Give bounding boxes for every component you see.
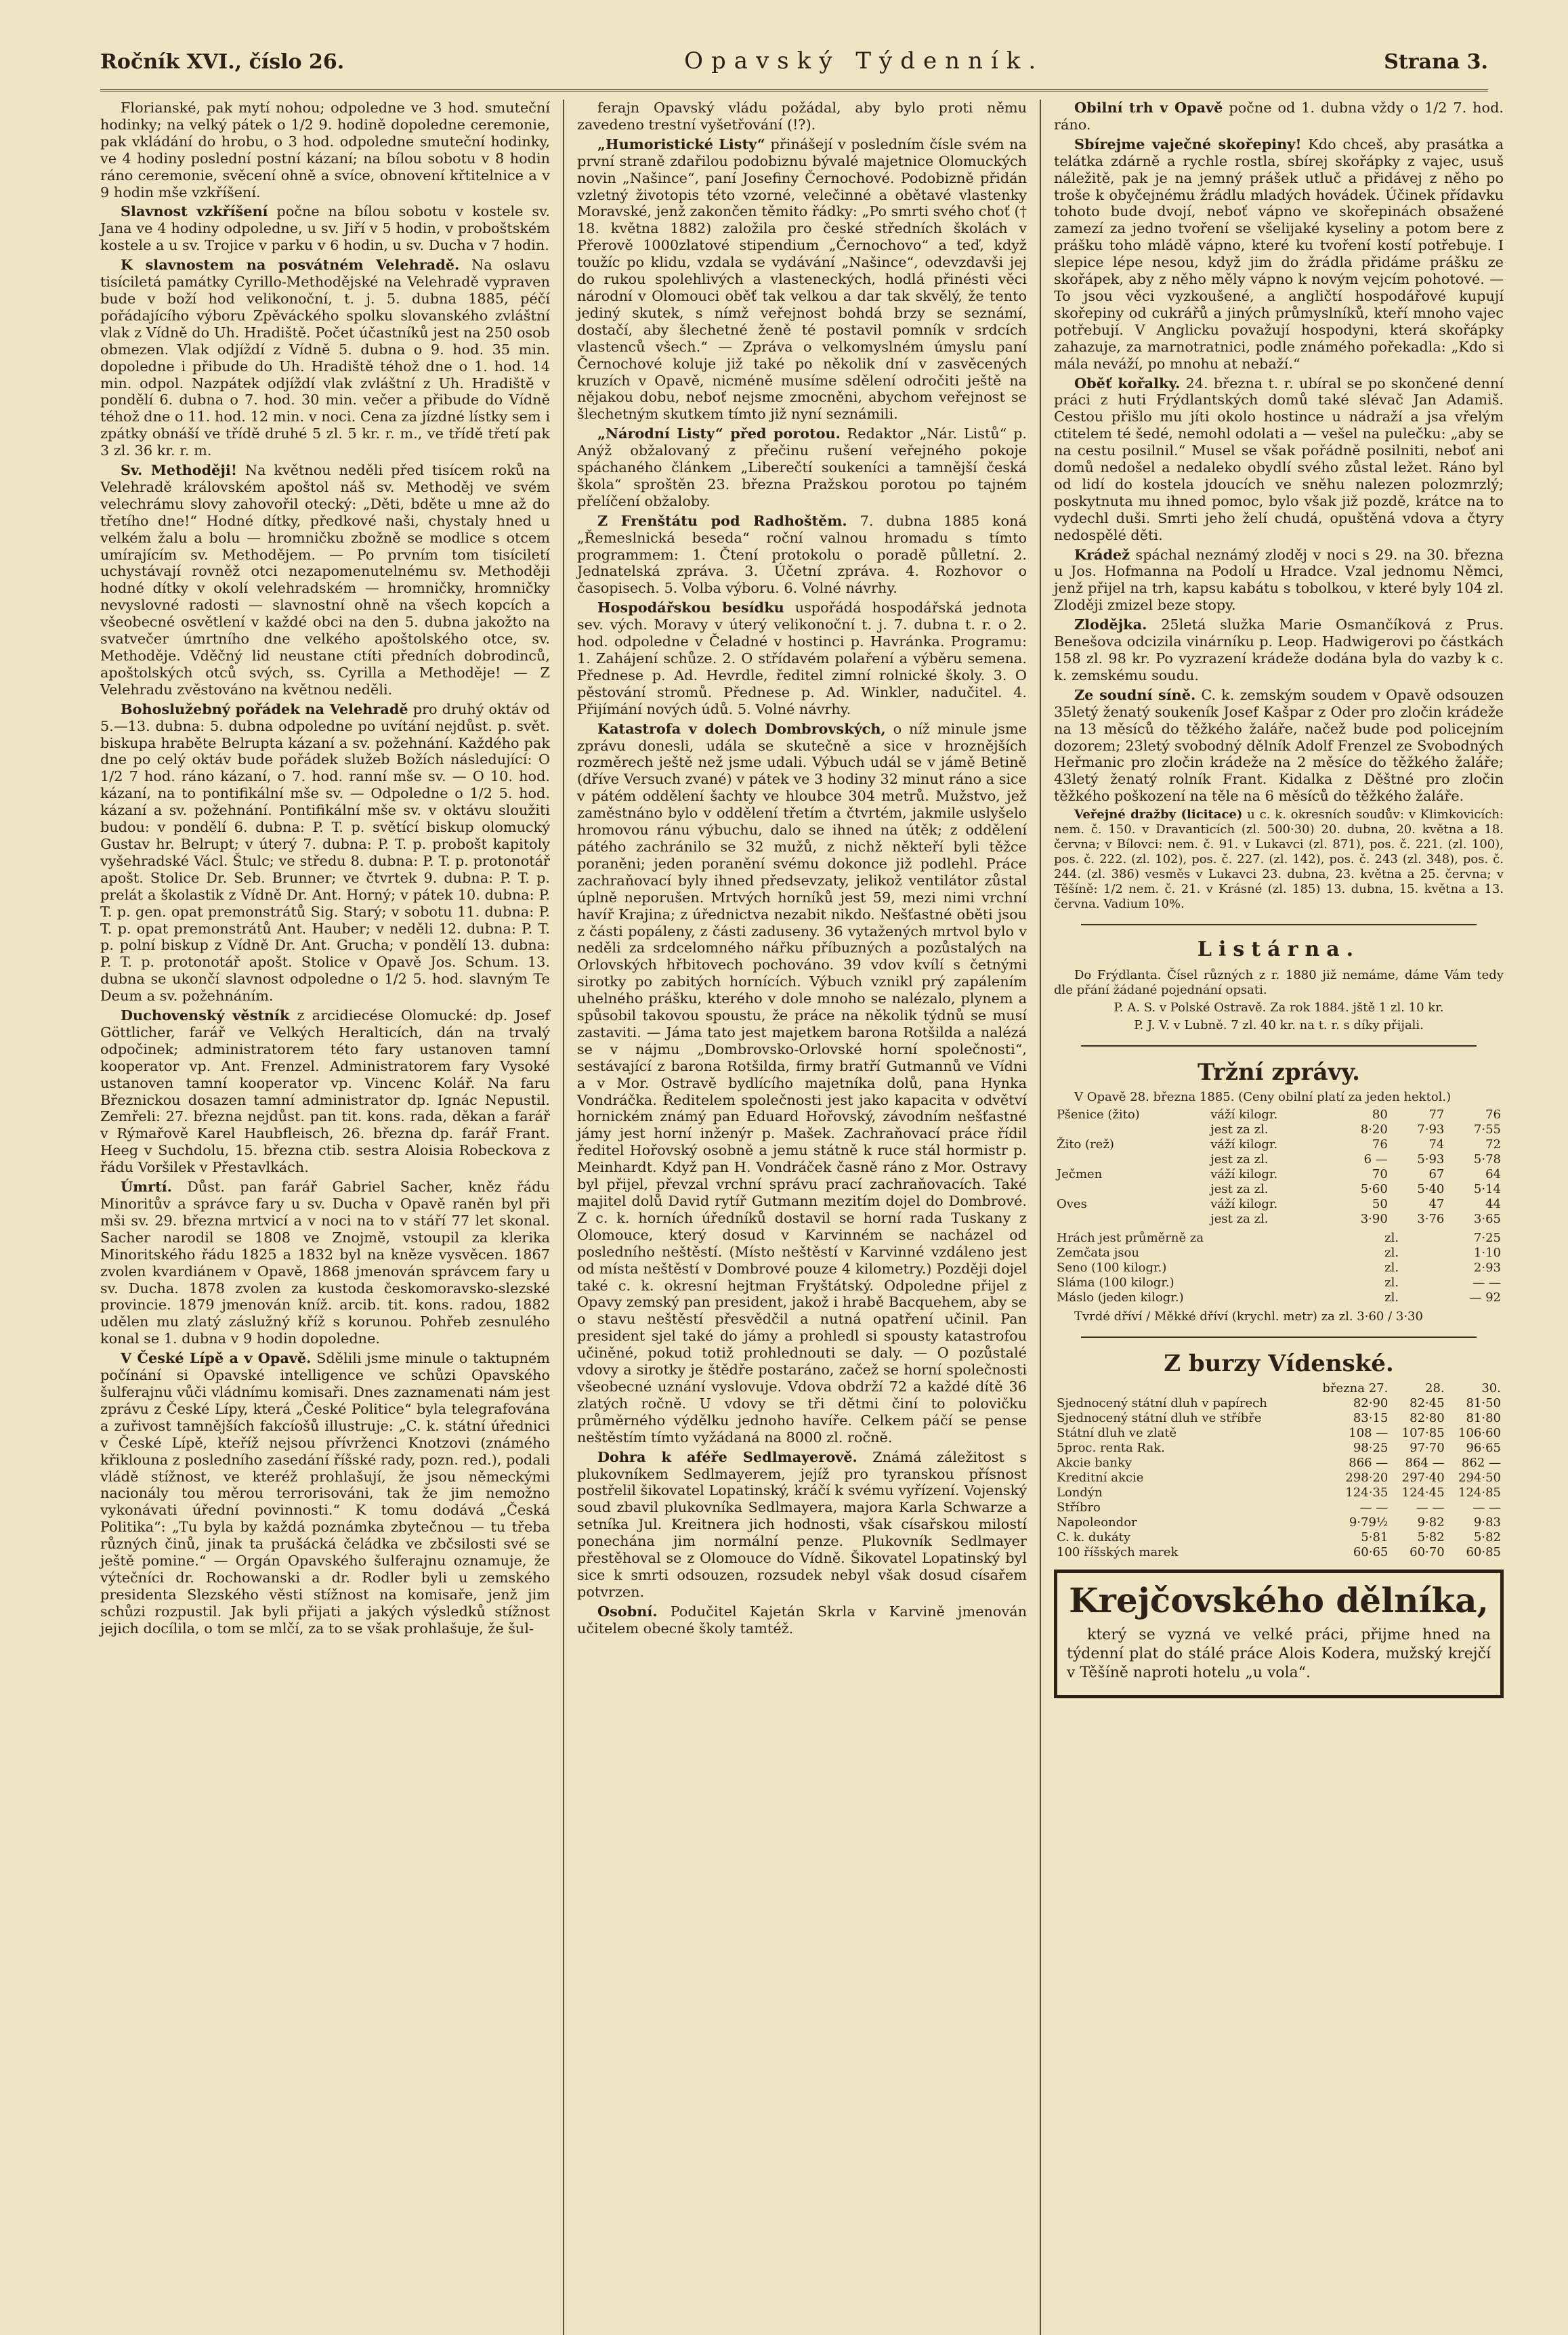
bourse-row: [1054, 1471, 1504, 1486]
table-cell: 81·80: [1466, 1411, 1501, 1426]
article-body: C. k. zemským soudem v Opavě odsouzen 35letý ženatý soukeník Josef Kašpar z Oder pro zločin krádeže na 13 měsíců do těžkého žaláře, načež bude pod policejním dozorem; 23letý svobodný dělník Adolf Frenzel ze Svobodných Heřmanic pro zločin krádeže na 2 měsíce do těžkého žaláře; 43letý ženatý rolník Frant. Kidalka z Děštné pro zločin těžkého poškození na těle na 6 měsíců do těžkého žaláře.: [1054, 686, 1504, 805]
table-cell: 81·50: [1466, 1396, 1501, 1411]
table-cell: 9·83: [1473, 1515, 1501, 1530]
table-cell: 60·85: [1466, 1545, 1501, 1560]
table-cell: 44: [1485, 1197, 1501, 1212]
article-heading: Obilní trh v Opavě: [1074, 99, 1223, 116]
table-cell: 80: [1372, 1108, 1388, 1122]
table-cell: Pšenice (žito): [1057, 1108, 1140, 1122]
market-extra-table: [1054, 1231, 1504, 1305]
table-cell: Sjednocený státní dluh v papírech: [1057, 1396, 1267, 1411]
table-cell: Sláma (100 kilogr.): [1057, 1276, 1174, 1290]
table-cell: Sjednocený státní dluh ve stříbře: [1057, 1411, 1262, 1426]
article-body: Na květnou neděli před tisícem roků na Velehradě královském apoštol náš sv. Methoděj ve svém velechrámu slovy zahovořil otecký: „Děti, bděte u mne až do třetího dne!“ Hodné dítky, předkové naši, chystaly hned u velkém žalu a bolu — hromničku zbožně se modlice s otcem umírajícím sv. Methodějem. — Po prvním tom tisíciletí uchystávají rovněž otci nezapomenutelnému sv. Methoději hodné dítky v okolí velehradském — hromničky, hromničky nevyslovné radosti — slavnostní ohně na všech kopcích a všeobecné osvětlení v každé obci na den 5. dubna jakožto na svatvečer úmrtního dne velkého apoštolského otce, sv. Methoděje. Vděčný lid neustane ctíti předních dobrodinců, apoštolských otců svých, ss. Cyrilla a Methoděje! — Z Velehradu zvěstováno na květnou neděli.: [100, 462, 550, 698]
table-cell: 82·45: [1410, 1396, 1445, 1411]
market-row: [1054, 1137, 1504, 1152]
market-row: [1054, 1108, 1504, 1122]
article: [1054, 375, 1504, 544]
table-cell: 76: [1485, 1108, 1501, 1122]
article-text: ferajn Opavský vládu požádal, aby bylo proti němu zavedeno trestní vyšetřování (!?).: [577, 100, 1027, 133]
table-cell: 100 říšských marek: [1057, 1545, 1179, 1560]
table-cell: Zemčata jsou: [1057, 1246, 1139, 1261]
page-number: Strana 3.: [1384, 50, 1488, 74]
article-body: přinášejí v posledním čísle svém na první straně zdařilou podobiznu bývalé majetnice Olomuckých novin „Našince“, paní Josefiny Černochové. Podobizně přidán vzletný životopis této vzorné, velečinné a obětavé vlastenky Moravské, jenž zakončen těmito řádky: „Po smrti svého choť († 18. května 1882) založila pro české středních školách v Přerově 1000zlatové stipendium „Černochovo“ a teď, když toužíc po klidu, vzdala se vydávání „Našince“, odevzdavši jej do rukou spolehlivých a vlasteneckých, hodlá přinésti věci národní v Olomouci oběť tak velkou a dar tak skvělý, že tento jediný skutek, s nímž veřejnost bohdá brzy se seznámí, dostačí, aby šlechetné ženě té postavil pomník v srdcích vlastenců všech.“ — Zpráva o velkomyslném úmyslu paní Černochové koluje již také po několik dní v zasvěcených kruzích v Opavě, nicméně musíme sdělení odročiti ještě na nějakou dobu, neboť nejsme zmocněni, abychom veřejnost se šlechetným skutkem tímto již nyní seznámili.: [577, 135, 1027, 423]
article-heading: Bohoslužebný pořádek na Velehradě: [121, 700, 408, 717]
table-cell: Státní dluh ve zlatě: [1057, 1426, 1177, 1441]
article: [1054, 616, 1504, 684]
column-3: [1054, 100, 1504, 1698]
table-cell: 106·60: [1458, 1426, 1501, 1441]
table-cell: Máslo (jeden kilogr.): [1057, 1290, 1184, 1305]
table-cell: 3·76: [1417, 1212, 1445, 1227]
bourse-row: [1054, 1396, 1504, 1411]
market-row: [1054, 1197, 1504, 1212]
article-body: pro druhý oktáv od 5.—13. dubna: 5. dubna odpoledne po uvítání nejdůst. p. svět. biskupa hraběte Belrupta kázaní a sv. požehnání. Každého pak dne po celý oktáv bude pořádek služeb Božích následující: O 1/2 7 hod. ráno kázaní, o 7. hod. ranní mše sv. — O 10. hod. kázaní, na to pontifikální mše sv. — Odpoledne o 1/2 5. hod. kázaní a sv. požehnání. Pontifikální mše sv. v oktávu sloužiti budou: v pondělí 6. dubna: P. T. p. světící biskup olomucký Gustav hr. Belrupt; v úterý 7. dubna: P. T. p. probošt kapitoly vyšehradské Václ. Štulc; ve středu 8. dubna: P. T. p. protonotář apošt. Stolice Dr. Seb. Brunner; ve čtvrtek 9. dubna: P. T. p. prelát a školastik z Vídně Dr. Ant. Horný; v pátek 10. dubna: P. T. p. gen. opat premonstrátů Sig. Starý; v sobotu 11. dubna: P. T. p. opat premonstrátů Ant. Hauber; v neděli 12. dubna: P. T. p. polní biskup z Vídně Dr. Ant. Grucha; v pondělí 13. dubna: P. T. p. protonotář apošt. Stolice v Opavě Jos. Schum. 13. dubna se ukončí slavnost odpoledne o 1/2 5. hod. slavným Te Deum a sv. požehnáním.: [100, 700, 550, 1005]
article: [100, 701, 550, 1005]
article-body: Na oslavu tisíciletá památky Cyrillo-Methodějské na Velehradě vypraven bude v boží hod velikonoční, t. j. 5. dubna 1885, péčí pořádajícího výboru Zpěváckého spolku slovanského zvláštní vlak z Vídně do Uh. Hradiště. Počet účastníků jest na 250 osob obmezen. Vlak odjíždí z Vídně 5. dubna o 9. hod. 35 min. dopoledne i přibude do Uh. Hradiště téhož dne o 1. hod. 14 min. odpol. Nazpátek odjíždí vlak zvláštní z Uh. Hradiště v pondělí 6. dubna o 7. hod. 30 min. večer a přibude do Vídně téhož dne o 11. hod. 12 min. v noci. Cena za jízdné lístky sem i zpátky obnáší ve třídě druhé 5 zl. 5 kr. r. m., ve třídě třetí pak 3 zl. 36 kr. r. m.: [100, 257, 550, 459]
article-heading: Krádež: [1074, 545, 1130, 563]
table-cell: zl.: [1384, 1261, 1399, 1276]
table-cell: 67: [1428, 1167, 1445, 1182]
article: [577, 513, 1027, 597]
bourse-row: [1054, 1441, 1504, 1456]
table-header-cell: [1054, 1381, 1307, 1396]
listarna-title: Listárna.: [1197, 938, 1361, 962]
article: [1054, 547, 1504, 614]
table-cell: 9·82: [1417, 1515, 1445, 1530]
bourse-row: [1054, 1530, 1504, 1545]
table-cell: 60·70: [1410, 1545, 1445, 1560]
article: [577, 1603, 1027, 1637]
bourse-row: [1054, 1456, 1504, 1471]
column-1: [100, 100, 550, 1698]
table-cell: váží kilogr.: [1210, 1137, 1278, 1152]
bourse-row: [1054, 1515, 1504, 1530]
article: [577, 425, 1027, 510]
table-cell: 5·81: [1361, 1530, 1389, 1545]
table-cell: 60·65: [1353, 1545, 1389, 1560]
market-extra-row: [1054, 1276, 1504, 1290]
article: [577, 599, 1027, 717]
table-header-cell: 30.: [1481, 1381, 1501, 1396]
article-body: spáchal neznámý zloděj v noci s 29. na 30. března u Jos. Hofmanna na Podolí u Hradce. Vzal jednomu Němci, jenž přijel na trh, kapsu kabátu s tobolkou, v které byly 104 zl. Zloději zmizel beze stopy.: [1054, 546, 1504, 614]
table-cell: [1054, 1182, 1208, 1197]
article-body: o níž minule jsme zprávu donesli, udála se skutečně a sice v hroznějších rozměrech ještě než jsme udali. Výbuch udál se v jámě Betině (dříve Versuch zvané) v pátek ve 3 hodiny 32 minut ráno a sice v pátém oddělení šachty ve hloubce 304 metrů. Mužstvo, jež zaměstnáno bylo v oddělení třetím a čtvrtém, jakmile uslyšelo hromovou ránu výbuchu, dalo se ihned na útěk; z oddělení pátého zachránilo se 32 mužů, z nichž někteří byli těžce poraněni; jeden poranění svému dokonce již podlehl. Práce zachraňovací byly ihned předsevzaty, jelikož ventilátor zůstal úplně neporušen. Mrtvých horníků jest 59, mezi nimi vrchní havíř Krajina; z úřednictva nezabit nikdo. Nešťastné oběti jsou z části popáleny, z části zaduseny. 36 vytažených mrtvol bylo v neděli za srdcelomného nářku příbuzných a pozůstalých na Orlovských hřbitovech pochováno. 39 vdov kvílí s četnými sirotky po zabitých hornících. Výbuch vznikl prý zapálením uhelného prášku, kterého v dole mnoho se nalézalo, plynem a spůsobil takovou spoustu, že práce na několik týdnů se musí zastaviti. — Jáma tato jest majetkem barona Rotšilda a nalézá se v nájmu „Dombrovsko-Orlovské horní společnosti“, sestávající z barona Rotšilda, firmy bratří Gutmannů ve Vídni a v Mor. Ostravě bydlícího majetníka dolů, pana Hynka Vondráčka. Ředitelem společnosti jest jako kapacita v odvětví hornickém známý pan Eduard Hořovský, závodním nešťastné jámy jest horní inženýr p. Mašek. Zachraňovací práce řídil ředitel Hořovský osobně a jemu státně k ruce stál hormistr p. Meinhardt. Když pan H. Vondráček časně ráno z Mor. Ostravy byl přijel, převzal vrchní správu prací zachraňovacích. Také majitel dolů David rytíř Gutmann mezitím dojel do Dombrové. Z c. k. horních úředníků dostavil se horní rada Tuskany z Olomouce, který dosud v Karvinném se nacházel od posledního neštěstí. (Místo neštěstí v Karvinné vzdáleno jest od místa neštěstí v Dombrové pouze 4 kilometry.) Později dojel také c. k. okresní hejtman Fryštátský. Odpoledne přijel z Opavy zemský pan president, jakož i hrabě Bacquehem, aby se o stavu neštěstí přesvědčil a nutná opatření učinil. Pan president sjel také do jámy a prohledl si spousty katastrofou učiněné, pokud totiž prohlednouti se daly. — O pozůstalé vdovy a sirotky je štědře postaráno, začež se horní společnosti všeobecné uznání vyslovuje. Vdova obdrží 72 a každé dítě 36 zlatých ročně. U vdovy se tři dětmi činí to polovičku průměrného výdělku jednoho havíře. Celkem páčí se pense neštěstím tímto vyžádaná na 8000 zl. ročně.: [577, 720, 1027, 1446]
page-header: [100, 47, 1488, 91]
divider: [1081, 1337, 1477, 1338]
table-cell: Hrách jest průměrně za: [1057, 1231, 1204, 1246]
listarna-entry: P. J. V. v Lubně. 7 zl. 40 kr. na t. r. s díky přijali.: [1134, 1018, 1424, 1033]
bourse-row: [1054, 1486, 1504, 1500]
table-cell: 74: [1428, 1137, 1445, 1152]
table-cell: [1054, 1122, 1208, 1137]
table-cell: 124·45: [1401, 1486, 1445, 1500]
table-cell: — —: [1359, 1500, 1389, 1515]
table-cell: 7·55: [1473, 1122, 1501, 1137]
listarna-entry: P. A. S. v Polské Ostravě. Za rok 1884. jště 1 zl. 10 kr.: [1114, 1001, 1444, 1015]
table-cell: C. k. dukáty: [1057, 1530, 1131, 1545]
article-heading: Hospodářskou besídku: [597, 599, 784, 616]
table-cell: 3·90: [1360, 1212, 1388, 1227]
table-cell: 47: [1428, 1197, 1445, 1212]
article-heading: Oběť kořalky.: [1074, 374, 1181, 392]
article-heading: Ze soudní síně.: [1074, 686, 1196, 703]
table-cell: 107·85: [1401, 1426, 1445, 1441]
table-cell: 76: [1372, 1137, 1388, 1152]
article-heading: „Národní Listy“ před porotou.: [597, 425, 841, 442]
market-title: Tržní zprávy.: [1198, 1059, 1360, 1087]
article-body: počne na bílou sobotu v kostele sv. Jana ve 4 hodiny odpoledne, u sv. Jiří v 5 hodin, v proboštském kostele a u sv. Trojice v parku v 6 hodin, u sv. Ducha v 7 hodin.: [100, 203, 550, 254]
bourse-header-row: [1054, 1381, 1504, 1396]
table-cell: Žito (rež): [1057, 1137, 1114, 1152]
table-cell: 5proc. renta Rak.: [1057, 1441, 1165, 1456]
article-heading: Úmrtí.: [121, 1178, 172, 1196]
market-row: [1054, 1122, 1504, 1137]
table-cell: 77: [1428, 1108, 1445, 1122]
table-cell: 83·15: [1353, 1411, 1389, 1426]
table-cell: 1·10: [1473, 1246, 1501, 1261]
table-cell: 70: [1372, 1167, 1388, 1182]
article-body: Podučitel Kajetán Skrla v Karvině jmenován učitelem obecné školy tamtéž.: [577, 1603, 1027, 1637]
article: [577, 721, 1027, 1446]
article-heading: „Humoristické Listy“: [597, 135, 765, 152]
market-extra-row: [1054, 1290, 1504, 1305]
table-cell: Akcie banky: [1057, 1456, 1132, 1471]
article-body: Sdělili jsme minule o taktupném počínání si Opavské intelligence ve schůzi Opavského šulferajnu vůči vládnímu komisaři. Dnes zaznamenati nám jest zprávu z České Lípy, která „České Politice“ byla telegrafována a zuřivost tamnějších fakcíošů illustruje: „C. k. státní úřednici v České Lípě, kteříž nejsou přívrženci Knotzovi (známého křiklouna z posledního zasedání říšské rady, pozn. red.), podali vládě stížnost, ve kteréž prohlašují, že jsou německými nacionály tou měrou terrorisováni, tak že jim nemožno vykonávati úřední povinnosti.“ K tomu dodává „Česká Politika“: „Tu byla by každá poznámka zbytečnou — tu třeba různých činů, jinak ta prušácká čeládka ve zbčsilosti své se ještě pomine.“ — Orgán Opavského šulferajnu oznamuje, že výtečníci dr. Rochowanski a dr. Rodler byli u zemského presidenta Slezského věsti stížnost na komisaře, jenž jim schůzi rozpustil. Jak byli přijati a jakých výsledků stížnost jejich docílila, o tom se mlčí, za to se však prohlašuje, že šul-: [100, 1350, 550, 1637]
table-cell: 124·35: [1345, 1486, 1389, 1500]
table-cell: 64: [1485, 1167, 1501, 1182]
table-cell: 864 —: [1405, 1456, 1445, 1471]
article-body: Kdo chceš, aby prasátka a telátka zdárně a rychle rostla, sbírej skořápky z vajec, usuš náležitě, pak je na jemný prášek utluč a přidávej z něho po troše k obyčejnému žrádlu mladých hovádek. Účinek přídavku tohoto bude dvojí, neboť vápno ve skořepinách obsažené zamezí za jedno tvoření se všelijaké kyseliny a potom bere z prášku toho mládě vápno, které ku tvoření kostí potřebuje. I slepice lépe nesou, když jim do žrádla přidáme prášku ze skořápek, aby z něho měly vápno k novým vejcím pohotové. — To jsou věci vyzkoušené, a angličtí hospodářové kupují skořepiny od cukrářů a jiných průmyslníků, kteří mnoho vajec potřebují. V Anglicku považují hospodyni, která skořápky zahazuje, za marnotratnici, podle známého pořekadla: „Kdo si mála neváží, po mnohu at nebaží.“: [1054, 135, 1504, 372]
table-cell: 72: [1485, 1137, 1501, 1152]
article-heading: Sbírejme vaječné skořepiny!: [1074, 135, 1302, 152]
advert-text: který se vyzná ve velké práci, přijme hned na týdenní plat do stálé práce Alois Kodera, mužský krejčí v Těšíně naproti hotelu „u vola“.: [1067, 1626, 1491, 1682]
article-heading: Duchovenský věstník: [121, 1007, 290, 1024]
table-cell: 5·93: [1417, 1152, 1445, 1167]
bourse-table: [1054, 1381, 1504, 1560]
article-body: z arcidiecése Olomucké: dp. Josef Göttlicher, farář ve Velkých Heralticích, dán na trvalý odpočinek; administratorem této fary ustanoven tamní kooperator vp. Ant. Frenzel. Administratorem fary Vysoké ustanoven tamní kooperator vp. Vincenc Kolář. Na faru Březnickou dosazen tamní administrator dp. Ignác Nepustil. Zemřeli: 27. března nejdůst. pan tit. kons. rada, děkan a farář v Rýmařově Karel Haubfleisch, 26. března dp. farář Frant. Heeg v Suchdolu, 15. března ctib. sestra Aloisia Robeckova z řádu Voršilek v Přestavlkách.: [100, 1007, 550, 1176]
article: [100, 203, 550, 254]
article-body: Redaktor „Nár. Listů“ p. Anýž obžalovaný z přečinu rušení veřejného pokoje spáchaného článkem „Liberečtí soukeníci a tamnější česká škola“ sproštěn 23. března Pražskou porotou po tajném přelíčení obžaloby.: [577, 425, 1027, 509]
table-cell: 298·20: [1345, 1471, 1389, 1486]
table-cell: — —: [1472, 1500, 1501, 1515]
table-header-cell: 28.: [1425, 1381, 1445, 1396]
table-cell: zl.: [1384, 1290, 1399, 1305]
auction-notice: [1054, 807, 1504, 912]
table-cell: 108 —: [1349, 1426, 1389, 1441]
article-body: 25letá služka Marie Osmančíková z Prus. Benešova odcizila vinárníku p. Leop. Hadwigerovi po částkách 158 zl. 98 kr. Po vyzrazení krádeže dodána byla do vazby k c. k. zemskému soudu.: [1054, 616, 1504, 683]
table-cell: 50: [1372, 1197, 1388, 1212]
table-cell: [1054, 1152, 1208, 1167]
article: [100, 1007, 550, 1176]
table-cell: 6 —: [1363, 1152, 1388, 1167]
table-cell: 8·20: [1360, 1122, 1388, 1137]
table-cell: 5·78: [1473, 1152, 1501, 1167]
column-2: [577, 100, 1027, 1698]
article: [1054, 687, 1504, 805]
article-body: 7. dubna 1885 koná „Řemeslnická beseda“ roční valnou hromadu s tímto programmem: 1. Čtení protokolu o poradě půlletní. 2. Jednatelská zpráva. 3. Účetní zpráva. 4. Rozhovor o časopisech. 5. Volba výboru. 6. Volné návrhy.: [577, 512, 1027, 597]
article-body: počne od 1. dubna vždy o 1/2 7. hod. ráno.: [1054, 100, 1504, 133]
article: [100, 462, 550, 698]
article-heading: Katastrofa v dolech Dombrovských,: [597, 719, 886, 737]
table-cell: 297·40: [1401, 1471, 1445, 1486]
article-body: Důst. pan farář Gabriel Sacher, kněz řádu Minoritův a správce fary u sv. Ducha v Opavě raněn byl při mši sv. 29. března mrtvicí a v noci na to v stáří 77 let skonal. Sacher narodil se 1808 ve Znojmě, vstoupil za klerika Minoritského řádu 1825 a 1832 byl na kněze vysvěcen. 1867 zvolen kvardiánem v Opavě, 1868 jmenován správcem fary u sv. Ducha. 1878 zvolen za kustoda českomoravsko-slezské provincie. 1879 jmenován kníž. arcib. tit. kons. radou, 1882 udělen mu zlatý záslužný kříž s korunou. Pohřeb zesnulého konal se 1. dubna v 9 hodin dopoledne.: [100, 1179, 550, 1347]
article-text: Florianské, pak mytí nohou; odpoledne ve 3 hod. smuteční hodinky; na velký pátek o 1/2 9. hodině dopoledne ceremonie, pak vkládání do hrobu, o 3 hod. odpoledne smuteční hodinky, ve 4 hodiny poslední postní kázaní; na bílou sobotu v 8 hodin ráno ceremonie, svěcení ohně a svíce, obnovení křtitelnice a v 9 hodin mše vzkříšení.: [100, 100, 550, 201]
market-extra-row: [1054, 1261, 1504, 1276]
divider: [1081, 924, 1477, 925]
table-cell: — —: [1416, 1500, 1445, 1515]
table-cell: jest za zl.: [1210, 1152, 1269, 1167]
article: [1054, 100, 1504, 133]
market-extra-row: [1054, 1246, 1504, 1261]
table-cell: 5·40: [1417, 1182, 1445, 1197]
article: [577, 136, 1027, 423]
market-row: [1054, 1212, 1504, 1227]
market-row: [1054, 1152, 1504, 1167]
table-cell: 866 —: [1349, 1456, 1389, 1471]
article: [100, 257, 550, 459]
table-cell: Seno (100 kilogr.): [1057, 1261, 1167, 1276]
market-row: [1054, 1167, 1504, 1182]
table-cell: Londýn: [1057, 1486, 1103, 1500]
table-cell: [1054, 1212, 1208, 1227]
article-heading: Zlodějka.: [1074, 616, 1147, 633]
article: [100, 1350, 550, 1637]
article-heading: Dohra k aféře Sedlmayerově.: [597, 1448, 857, 1465]
divider: [1081, 1045, 1477, 1047]
table-cell: Kreditní akcie: [1057, 1471, 1144, 1486]
market-extra-row: [1054, 1231, 1504, 1246]
table-cell: 7·25: [1473, 1231, 1501, 1246]
advert-headline: Krejčovského dělníka,: [1069, 1580, 1489, 1621]
article: [100, 1179, 550, 1347]
table-cell: Napoleondor: [1057, 1515, 1137, 1530]
table-cell: 2·93: [1473, 1261, 1501, 1276]
table-cell: zl.: [1384, 1231, 1399, 1246]
article-heading: Sv. Methoději!: [121, 461, 237, 479]
bourse-title: Z burzy Vídenské.: [1164, 1350, 1394, 1378]
table-cell: váží kilogr.: [1210, 1197, 1278, 1212]
table-cell: 97·70: [1410, 1441, 1445, 1456]
table-cell: 3·65: [1473, 1212, 1501, 1227]
article: [577, 1449, 1027, 1601]
market-row: [1054, 1182, 1504, 1197]
issue-number: Ročník XVI., číslo 26.: [100, 50, 345, 74]
article-heading: Osobní.: [597, 1602, 658, 1620]
article-heading: K slavnostem na posvátném Velehradě.: [121, 256, 460, 274]
article-body: 24. března t. r. ubíral se po skončené denní práci z huti Frýdlantských domů také slévač Jan Adamiš. Cestou přišlo mu jíti okolo hostince u nádraží a jsa vřelým ctitelem té šedé, nemohl odolati a — vešel na pulečku: „aby se na cestu posilnil.“ Musel se však pořádně posilniti, neboť ani domů nedošel a nedaleko obydlí svého zůstal ležet. Ráno byl od lidí do kostela jdoucích ve sněhu nalezen polozmrzlý; poskytnuta mu ihned pomoc, bylo však již pozdě, krátce na to vydechl duši. Smrti jeho želí chudá, opuštěná vdova a čtyry nedospělé děti.: [1054, 375, 1504, 543]
table-cell: Ječmen: [1057, 1167, 1103, 1182]
table-cell: 7·93: [1417, 1122, 1445, 1137]
bourse-row: [1054, 1411, 1504, 1426]
table-cell: 82·80: [1410, 1411, 1445, 1426]
table-cell: váží kilogr.: [1210, 1167, 1278, 1182]
table-cell: 9·79½: [1349, 1515, 1389, 1530]
wood-price: Tvrdé dříví / Měkké dříví (krychl. metr) za zl. 3·60 / 3·30: [1074, 1309, 1423, 1324]
article: [1054, 136, 1504, 373]
market-subtitle: V Opavě 28. března 1885. (Ceny obilní platí za jeden hektol.): [1074, 1090, 1452, 1105]
table-cell: Stříbro: [1057, 1500, 1101, 1515]
article-heading: V České Lípě a v Opavě.: [121, 1349, 312, 1367]
table-cell: 5·82: [1417, 1530, 1445, 1545]
table-cell: jest za zl.: [1210, 1212, 1269, 1227]
market-table: [1054, 1108, 1504, 1227]
bourse-row: [1054, 1500, 1504, 1515]
table-cell: 294·50: [1458, 1471, 1501, 1486]
table-cell: zl.: [1384, 1246, 1399, 1261]
auction-body: u c. k. okresních soudův: v Klimkovicích: nem. č. 150. v Dravanticích (zl. 500·30) 20. dubna, 20. května a 18. června; v Bílovci: nem. č. 91. v Lukavci (zl. 871), pos. č. 221. (zl. 100), pos. č. 222. (zl. 102), pos. č. 227. (zl. 142), pos. č. 243 (zl. 348), pos. č. 244. (zl. 386) vesměs v Lukavci 23. dubna, 23. května a 25. června; v Těšíně: 1/2 nem. č. 21. v Krásné (zl. 185) 13. dubna, 15. května a 13. června. Vadium 10%.: [1054, 807, 1504, 912]
bourse-row: [1054, 1545, 1504, 1560]
table-cell: 5·14: [1473, 1182, 1501, 1197]
table-cell: jest za zl.: [1210, 1122, 1269, 1137]
listarna-entry: Do Frýdlanta. Čísel různých z r. 1880 již nemáme, dáme Vám tedy dle přání žádané pojednání opsati.: [1054, 968, 1504, 998]
table-cell: váží kilogr.: [1210, 1108, 1278, 1122]
table-header-cell: března 27.: [1322, 1381, 1389, 1396]
table-cell: — —: [1472, 1276, 1501, 1290]
bourse-row: [1054, 1426, 1504, 1441]
table-cell: — 92: [1469, 1290, 1501, 1305]
table-cell: Oves: [1057, 1197, 1087, 1212]
newspaper-title: Opavský Týdenník.: [684, 47, 1044, 75]
advertisement: [1054, 1570, 1504, 1698]
table-cell: jest za zl.: [1210, 1182, 1269, 1197]
article-body: uspořádá hospodářská jednota sev. vých. Moravy v úterý velikonoční t. j. 7. dubna t. r. o 2. hod. odpoledne v Čeladné v hostinci p. Havránka. Programu: 1. Zahájení schůze. 2. O střídavém polaření a výběru semena. Přednese p. Ad. Hevrdle, ředitel zimní rolnické školy. 3. O pěstování stromů. Přednese p. Ad. Winkler, nadučitel. 4. Přijímání nových údů. 5. Volné návrhy.: [577, 599, 1027, 717]
table-cell: zl.: [1384, 1276, 1399, 1290]
columns: [100, 99, 1504, 1698]
article-body: Známá záležitost s plukovníkem Sedlmayerem, jejíž pro tyranskou přísnost postřelil šikovatel Lopatinský, kráčí k svému vyřízení. Vojenský soud zbavil plukovníka Sedlmayera, majora Karla Schwarze a setníka Jul. Kreitnera jich hodnosti, však císařskou milostí ponechána jim normální penze. Plukovník Sedlmayer přestěhoval se z Olomouce do Vídně. Šikovatel Lopatinský byl sice k smrti odsouzen, rozsudek nebyl však dosud císařem potvrzen.: [577, 1448, 1027, 1600]
table-cell: 862 —: [1461, 1456, 1501, 1471]
table-cell: 96·65: [1466, 1441, 1501, 1456]
auction-heading: Veřejné dražby (licitace): [1074, 807, 1243, 822]
table-cell: 5·60: [1360, 1182, 1388, 1197]
table-cell: 82·90: [1353, 1396, 1389, 1411]
article-heading: Z Frenštátu pod Radhoštěm.: [597, 511, 847, 529]
article-heading: Slavnost vzkříšení: [121, 203, 268, 220]
table-cell: 98·25: [1353, 1441, 1389, 1456]
table-cell: 5·82: [1473, 1530, 1501, 1545]
table-cell: 124·85: [1458, 1486, 1501, 1500]
